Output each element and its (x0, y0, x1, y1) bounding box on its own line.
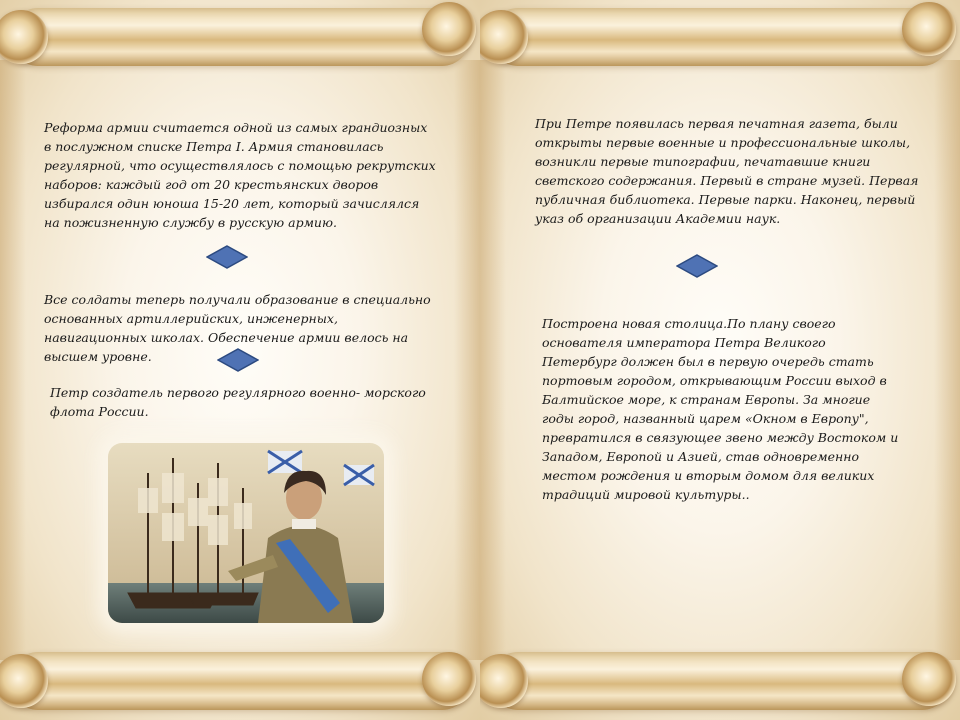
left-scroll-edge (0, 60, 26, 660)
diamond-bullet-1 (206, 245, 248, 269)
diamond-bullet-2 (217, 348, 259, 372)
left-scroll-fold (454, 60, 480, 660)
left-scroll-top-right-curl (422, 2, 476, 56)
printing-and-culture-paragraph: При Петре появилась первая печатная газета, были открыты первые военные и профессиональные школы, возникли первые типографии, печатавшие книги светского содержания. Первый в стране музей. Первая публичная библиотека. Первые парки. Наконец, первый указ об организации Академии наук. (535, 116, 919, 226)
right-scroll-top-roll (490, 8, 950, 66)
right-scroll-top-right-curl (902, 2, 956, 56)
peter-the-great-with-fleet-image (108, 443, 384, 623)
army-reform-paragraph: Реформа армии считается одной из самых грандиозных в послужном списке Петра I. Армия становилась регулярной, что осуществлялось с помощью рекрутских наборов: каждый год от 20 крестьянских дворов избирался один юноша 15-20 лет, который зачислялся на пожизненную службу в русскую армию. (44, 120, 436, 230)
soldier-education-paragraph: Все солдаты теперь получали образование в специально основанных артиллерийских, инженерных, навигационных школах. Обеспечение армии велось на высшем уровне. (44, 292, 431, 364)
left-scroll-bottom-roll (10, 652, 470, 710)
right-scroll-page (480, 0, 960, 720)
left-scroll-top-roll (10, 8, 470, 66)
right-scroll-bottom-right-curl (902, 652, 956, 706)
navy-founder-paragraph: Петр создатель первого регулярного военно- морского флота России. (50, 385, 426, 419)
left-scroll-bottom-right-curl (422, 652, 476, 706)
new-capital-paragraph: Построена новая столица.По плану своего основателя императора Петра Великого Петербург должен был в первую очередь стать портовым городом, открывающим России выход в Балтийское море, к странам Европы. За многие годы город, названный царем «Окном в Европу", превратился в связующее звено между Востоком и Западом, Европой и Азией, став одновременно местом рождения и вторым домом для великих традиций мировой культуры.. (542, 316, 899, 502)
right-scroll-bottom-roll (490, 652, 950, 710)
right-scroll-edge (934, 60, 960, 660)
diamond-bullet-3 (676, 254, 718, 278)
right-scroll-fold (480, 60, 506, 660)
